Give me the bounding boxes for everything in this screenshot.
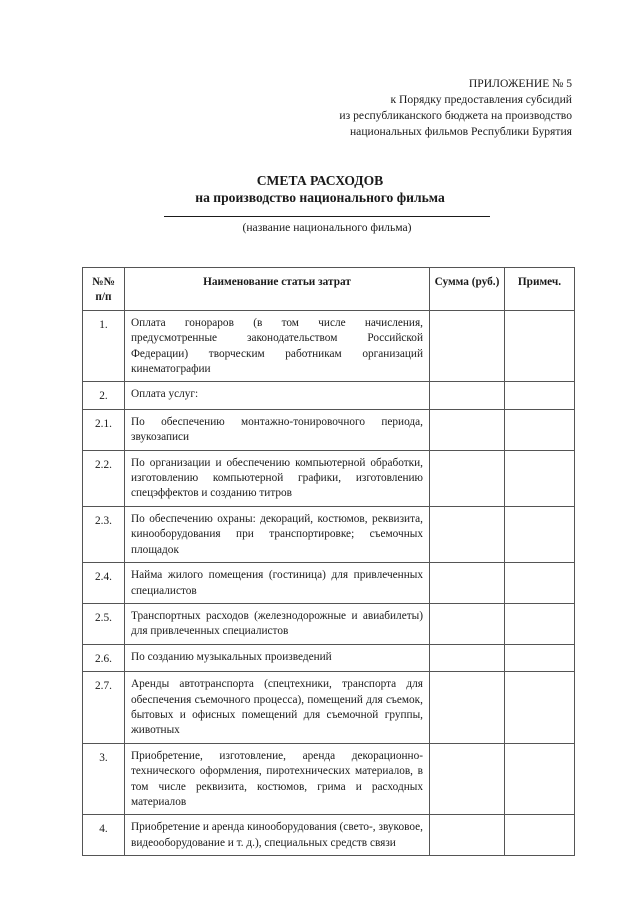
row-number: 2.2. — [83, 450, 125, 506]
annex-ref-line: из республиканского бюджета на производство — [339, 109, 572, 122]
row-number: 2.1. — [83, 409, 125, 450]
sum-cell[interactable] — [430, 563, 505, 604]
table-row — [83, 644, 575, 671]
expense-item-name: По созданию музыкальных произведений — [125, 644, 430, 671]
header-num: №№ п/п — [83, 268, 125, 311]
sum-cell[interactable] — [430, 506, 505, 562]
note-cell[interactable] — [505, 310, 575, 382]
header-sum: Сумма (руб.) — [430, 268, 505, 311]
row-number: 1. — [83, 310, 125, 382]
film-name-blank-line — [164, 216, 490, 217]
note-cell[interactable] — [505, 409, 575, 450]
note-cell[interactable] — [505, 603, 575, 644]
row-number: 2.5. — [83, 603, 125, 644]
table-row — [83, 310, 575, 382]
note-cell[interactable] — [505, 450, 575, 506]
expense-item-name: Оплата услуг: — [125, 382, 430, 409]
document-title — [0, 172, 640, 206]
expense-item-name: По организации и обеспечению компьютерной обработки, изготовлению компьютерной графики, изготовлению спецэффектов и созданию титров — [125, 450, 430, 506]
sum-cell[interactable] — [430, 815, 505, 856]
table-row — [83, 672, 575, 744]
annex-number: ПРИЛОЖЕНИЕ № 5 — [468, 77, 572, 90]
sum-cell[interactable] — [430, 644, 505, 671]
note-cell[interactable] — [505, 506, 575, 562]
sum-cell[interactable] — [430, 409, 505, 450]
expense-item-name: По обеспечению монтажно-тонировочного периода, звукозаписи — [125, 409, 430, 450]
sum-cell[interactable] — [430, 310, 505, 382]
table-row — [83, 382, 575, 409]
table-row — [83, 409, 575, 450]
header-name: Наименование статьи затрат — [125, 268, 430, 311]
expense-item-name: Аренды автотранспорта (спецтехники, транспорта для обеспечения съемочного процесса), помещений для съемок, бытовых и офисных помещений для съемочной группы, животных — [125, 672, 430, 744]
row-number: 2. — [83, 382, 125, 409]
sum-cell[interactable] — [430, 743, 505, 815]
expense-table — [82, 267, 575, 856]
expense-item-name: По обеспечению охраны: декораций, костюмов, реквизита, кинооборудования при транспортировке; съемочных площадок — [125, 506, 430, 562]
title-main: СМЕТА РАСХОДОВ — [256, 173, 384, 188]
annex-header — [339, 76, 572, 140]
annex-ref-line: национальных фильмов Республики Бурятия — [349, 125, 572, 138]
expense-item-name: Транспортных расходов (железнодорожные и авиабилеты) для привлеченных специалистов — [125, 603, 430, 644]
sum-cell[interactable] — [430, 382, 505, 409]
film-name-caption: (название национального фильма) — [242, 221, 412, 234]
header-note: Примеч. — [505, 268, 575, 311]
expense-item-name: Приобретение и аренда кинооборудования (свето-, звуковое, видеооборудование и т. д.), специальных средств связи — [125, 815, 430, 856]
table-row — [83, 743, 575, 815]
row-number: 3. — [83, 743, 125, 815]
expense-item-name: Найма жилого помещения (гостиница) для привлеченных специалистов — [125, 563, 430, 604]
title-subtitle: на производство национального фильма — [195, 190, 445, 205]
expense-item-name: Оплата гонораров (в том числе начисления, предусмотренные законодательством Российской Федерации) творческим работникам организаций кинематографии — [125, 310, 430, 382]
row-number: 2.4. — [83, 563, 125, 604]
table-row — [83, 815, 575, 856]
sum-cell[interactable] — [430, 672, 505, 744]
note-cell[interactable] — [505, 672, 575, 744]
sum-cell[interactable] — [430, 603, 505, 644]
row-number: 2.3. — [83, 506, 125, 562]
row-number: 2.7. — [83, 672, 125, 744]
table-row — [83, 506, 575, 562]
table-row — [83, 563, 575, 604]
table-row — [83, 603, 575, 644]
expense-item-name: Приобретение, изготовление, аренда декорационно-технического оформления, пиротехнических материалов, в том числе реквизита, костюмов, грима и расходных материалов — [125, 743, 430, 815]
sum-cell[interactable] — [430, 450, 505, 506]
note-cell[interactable] — [505, 382, 575, 409]
note-cell[interactable] — [505, 644, 575, 671]
row-number: 2.6. — [83, 644, 125, 671]
annex-ref-line: к Порядку предоставления субсидий — [390, 93, 572, 106]
note-cell[interactable] — [505, 743, 575, 815]
table-header-row — [83, 268, 575, 311]
row-number: 4. — [83, 815, 125, 856]
note-cell[interactable] — [505, 815, 575, 856]
table-row — [83, 450, 575, 506]
note-cell[interactable] — [505, 563, 575, 604]
